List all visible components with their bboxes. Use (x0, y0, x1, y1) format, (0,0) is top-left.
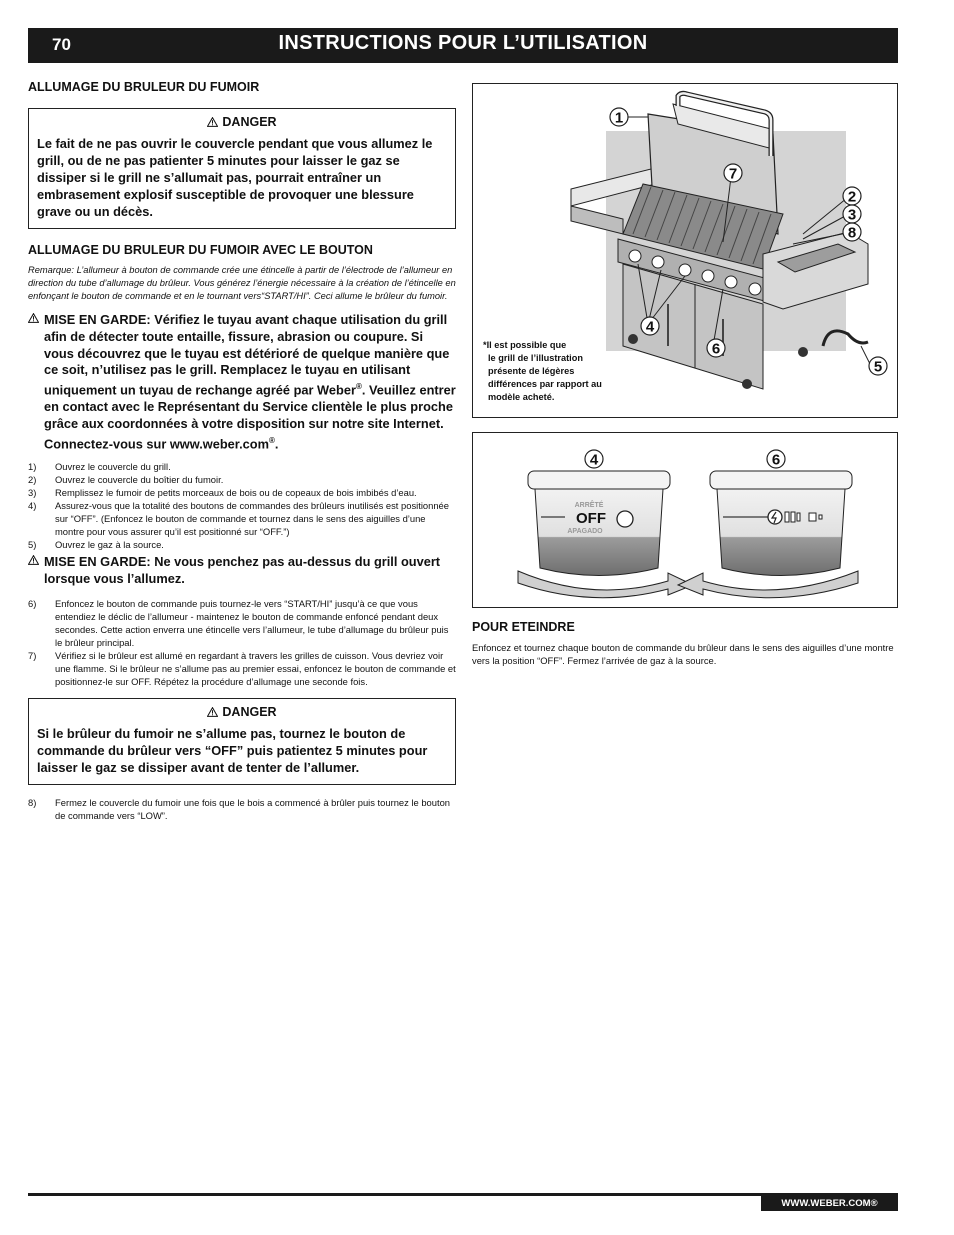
illustration-disclaimer: *Il est possible que le grill de l’illustration présente de légères différences par rapport au modèle acheté. (483, 340, 602, 402)
danger-heading (37, 705, 447, 719)
warning-triangle-icon (207, 707, 218, 717)
knob-label-bottom: APAGADO (567, 528, 603, 535)
knob-callout-4: 4 (589, 451, 599, 469)
callout-5: 5 (873, 358, 883, 376)
danger-text: Si le brûleur du fumoir ne s’allume pas, tournez le bouton de commande du brûleur vers “OFF” puis patientez 5 minutes pour laisser le gaz se dissiper avant de tenter de l’allumer. (37, 725, 428, 775)
warning-text-part2: . Veuillez entrer en contact avec le Représentant du Service clientèle le plus proche grâce aux coordonnées à votre disposition sur notre site Internet. Connectez-vous sur www.weber.com (44, 382, 456, 452)
steps-list-b (28, 597, 456, 688)
callout-8: 8 (847, 224, 857, 242)
knob-label-off: OFF (576, 510, 606, 527)
danger-box-2 (28, 698, 456, 785)
list-item: 7) Vérifiez si le brûleur est allumé en regardant à travers les grilles de cuisson. Vous devriez voir une flamme. Si le brûleur ne s’allume pas au premier essai, enfoncez le bouton de commande et positionnez-le sur OFF. Répétez la procédure d’allumage une seconde fois. (28, 649, 456, 687)
list-item: 2) Ouvrez le couvercle du boîtier du fumoir. (28, 473, 224, 485)
danger-box-1 (28, 108, 456, 229)
list-item: 3) Remplissez le fumoir de petits morceaux de bois ou de copeaux de bois imbibés d’eau. (28, 486, 417, 498)
warning-lean (28, 554, 456, 588)
section-title-button-lighting: ALLUMAGE DU BRULEUR DU FUMOIR AVEC LE BOUTON (28, 243, 373, 257)
list-item: 1) Ouvrez le couvercle du grill. (28, 460, 171, 472)
callout-3: 3 (847, 206, 857, 224)
section-title-smoker-lighting: ALLUMAGE DU BRULEUR DU FUMOIR (28, 80, 260, 94)
page-title: INSTRUCTIONS POUR L’UTILISATION (278, 32, 648, 54)
steps-list-c (28, 796, 456, 822)
list-item: 4) Assurez-vous que la totalité des boutons de commandes des brûleurs inutilisés est positionnée sur “OFF”. (Enfoncez le bouton de commande et tournez dans le sens des aiguilles d’une montre pour vous assurer qu’il est positionné sur “OFF.”) (28, 499, 449, 537)
registered-mark: ® (268, 435, 275, 445)
list-item: 8) Fermez le couvercle du fumoir une fois que le bois a commencé à brûler puis tournez le bouton de commande vers “LOW”. (28, 796, 450, 821)
warning-triangle-icon (28, 313, 39, 323)
turn-off-section (472, 620, 896, 667)
callout-7: 7 (728, 165, 738, 183)
danger-text: Le fait de ne pas ouvrir le couvercle pendant que vous allumez le grill, ou de ne pas patienter 5 minutes pour laisser le gaz se dissiper si le grill ne s’allumait pas, pourrait entraîner un embrasement explosif susceptible de provoquer une blessure grave ou un décès. (37, 136, 433, 219)
danger-label: DANGER (222, 704, 277, 719)
callout-6: 6 (711, 340, 721, 358)
grill-illustration (472, 83, 898, 418)
warning-triangle-icon (28, 555, 39, 565)
page-number: 70 (52, 35, 71, 54)
warning-triangle-icon (207, 117, 218, 127)
warning-text-part1: MISE EN GARDE: Vérifiez le tuyau avant chaque utilisation du grill afin de détecter toute entaille, fissure, abrasion ou coupure. Si vous découvrez que le tuyau est détérioré de quelque manière que ce soit, n’utilisez pas le grill. Remplacez le tuyau en utilisant uniquement un tuyau de rechange agréé par Weber (44, 312, 450, 398)
callout-1: 1 (614, 109, 624, 127)
list-item: 6) Enfoncez le bouton de commande puis tournez-le vers “START/HI” jusqu’à ce que vous entendiez le déclic de l’allumeur - maintenez le bouton de commande enfoncé pendant deux secondes. Cette action enverra une étincelle vers l’allumeur, le tube d’allumage du brûleur puis le brûleur principal. (28, 597, 449, 648)
warning-hose (28, 312, 456, 453)
footer-url: WWW.WEBER.COM® (761, 1196, 898, 1211)
warning-text: MISE EN GARDE: Ne vous penchez pas au-dessus du grill ouvert lorsque vous l’allumez. (44, 553, 441, 586)
registered-mark: ® (355, 382, 362, 392)
callout-4: 4 (645, 318, 655, 336)
danger-heading (37, 115, 447, 129)
knob-label-top: ARRÊTÉ (574, 502, 604, 509)
turn-off-text: Enfoncez et tournez chaque bouton de commande du brûleur dans le sens des aiguilles d’une montre vers la position “OFF”. Fermez l’arrivée de gaz à la source. (472, 642, 894, 666)
turn-off-title: POUR ETEINDRE (472, 620, 575, 634)
callout-2: 2 (847, 188, 857, 206)
ignitor-note: Remarque: L’allumeur à bouton de commande crée une étincelle à partir de l’électrode de l’allumeur en direction du tube d’allumage du brûleur. Vous générez l’énergie nécessaire à la création de l’étincelle en enfonçant le bouton de commande et en le tournant vers“START/HI”. Ceci allume le brûleur du fumoir. (28, 265, 456, 301)
danger-label: DANGER (222, 115, 277, 129)
steps-list-a (28, 460, 456, 551)
left-column (28, 78, 456, 822)
knob-drawing (473, 433, 897, 607)
page-header (28, 28, 898, 63)
warning-text-end: . (274, 436, 279, 452)
list-item: 5) Ouvrez le gaz à la source. (28, 538, 164, 550)
knob-illustration (472, 432, 898, 608)
knob-callout-6: 6 (771, 451, 781, 469)
